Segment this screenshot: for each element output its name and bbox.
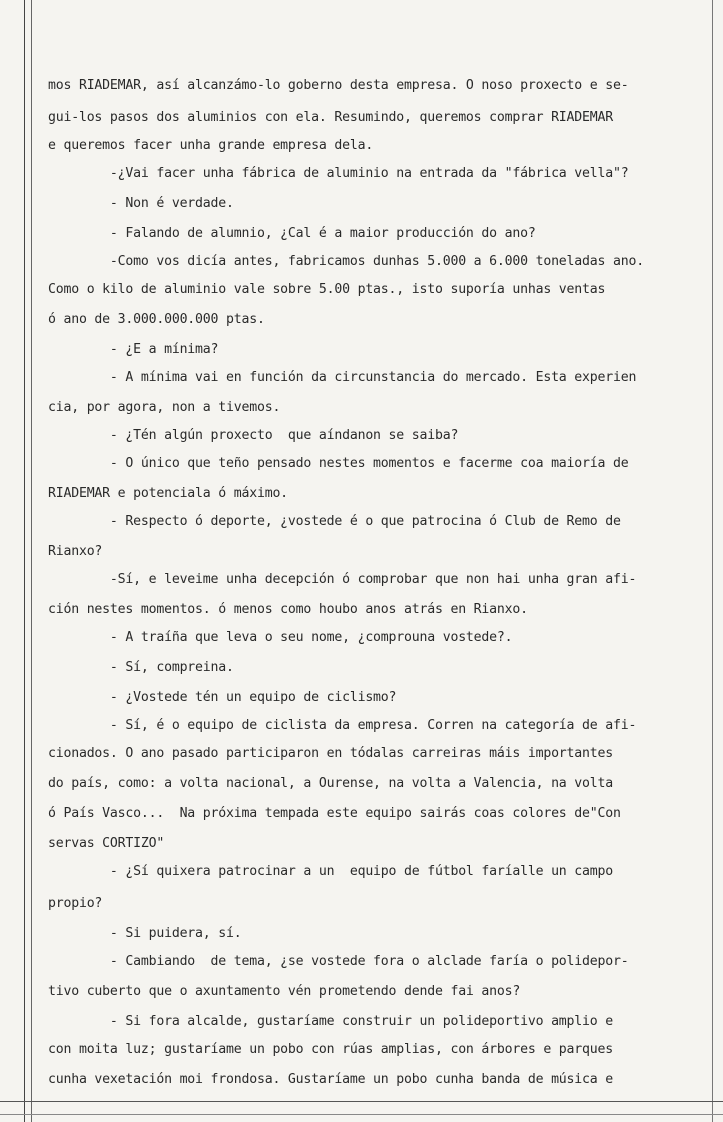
text-line: ó ano de 3.000.000.000 ptas. xyxy=(48,312,265,327)
text-line: - Cambiando de tema, ¿se vostede fora o alclade faría o polidepor- xyxy=(48,954,629,969)
text-line: -Sí, e leveime unha decepción ó comprobar que non hai unha gran afi- xyxy=(48,572,637,587)
text-line: cunha vexetación moi frondosa. Gustaríame un pobo cunha banda de música e xyxy=(48,1072,613,1087)
text-line: servas CORTIZO" xyxy=(48,836,165,851)
text-line: gui-los pasos dos aluminios con ela. Resumindo, queremos comprar RIADEMAR xyxy=(48,110,613,125)
text-line: propio? xyxy=(48,896,103,911)
text-line: - ¿Vostede tén un equipo de ciclismo? xyxy=(48,690,397,705)
text-line: Rianxo? xyxy=(48,544,103,559)
text-line: con moita luz; gustaríame un pobo con rúas amplias, con árbores e parques xyxy=(48,1042,613,1057)
text-line: - O único que teño pensado nestes momentos e facerme coa maioría de xyxy=(48,456,629,471)
right-margin-rule xyxy=(712,0,713,1122)
text-line: - A traíña que leva o seu nome, ¿comprouna vostede?. xyxy=(48,630,513,645)
text-line: - ¿E a mínima? xyxy=(48,342,219,357)
text-line: - A mínima vai en función da circunstancia do mercado. Esta experien xyxy=(48,370,637,385)
text-line: e queremos facer unha grande empresa dela. xyxy=(48,138,374,153)
text-line: - Non é verdade. xyxy=(48,196,234,211)
text-line: - Sí, é o equipo de ciclista da empresa. Corren na categoría de afi- xyxy=(48,718,637,733)
text-line: - ¿Tén algún proxecto que aíndanon se saiba? xyxy=(48,428,459,443)
text-line: Como o kilo de aluminio vale sobre 5.00 ptas., isto suporía unhas ventas xyxy=(48,282,606,297)
text-line: cia, por agora, non a tivemos. xyxy=(48,400,281,415)
text-line: - ¿Sí quixera patrocinar a un equipo de fútbol faríalle un campo xyxy=(48,864,613,879)
text-line: RIADEMAR e potenciala ó máximo. xyxy=(48,486,288,501)
bottom-rule xyxy=(0,1101,723,1102)
left-margin-rule-inner xyxy=(31,0,32,1122)
bottom-rule-2 xyxy=(0,1114,723,1115)
text-line: -Como vos dicía antes, fabricamos dunhas 5.000 a 6.000 toneladas ano. xyxy=(48,254,644,269)
text-line: do país, como: a volta nacional, a Ourense, na volta a Valencia, na volta xyxy=(48,776,613,791)
text-line: - Si puidera, sí. xyxy=(48,926,242,941)
text-line: ción nestes momentos. ó menos como houbo anos atrás en Rianxo. xyxy=(48,602,528,617)
text-line: ó País Vasco... Na próxima tempada este equipo sairás coas colores de"Con xyxy=(48,806,621,821)
text-line: -¿Vai facer unha fábrica de aluminio na entrada da "fábrica vella"? xyxy=(48,166,629,181)
text-line: - Falando de alumnio, ¿Cal é a maior producción do ano? xyxy=(48,226,536,241)
text-line: tivo cuberto que o axuntamento vén prometendo dende fai anos? xyxy=(48,984,521,999)
text-line: - Sí, compreina. xyxy=(48,660,234,675)
left-margin-rule xyxy=(24,0,25,1122)
text-line: cionados. O ano pasado participaron en tódalas carreiras máis importantes xyxy=(48,746,613,761)
text-line: - Respecto ó deporte, ¿vostede é o que patrocina ó Club de Remo de xyxy=(48,514,621,529)
text-line: mos RIADEMAR, así alcanzámo-lo goberno desta empresa. O noso proxecto e se- xyxy=(48,78,629,93)
text-line: - Si fora alcalde, gustaríame construir un polideportivo amplio e xyxy=(48,1014,613,1029)
